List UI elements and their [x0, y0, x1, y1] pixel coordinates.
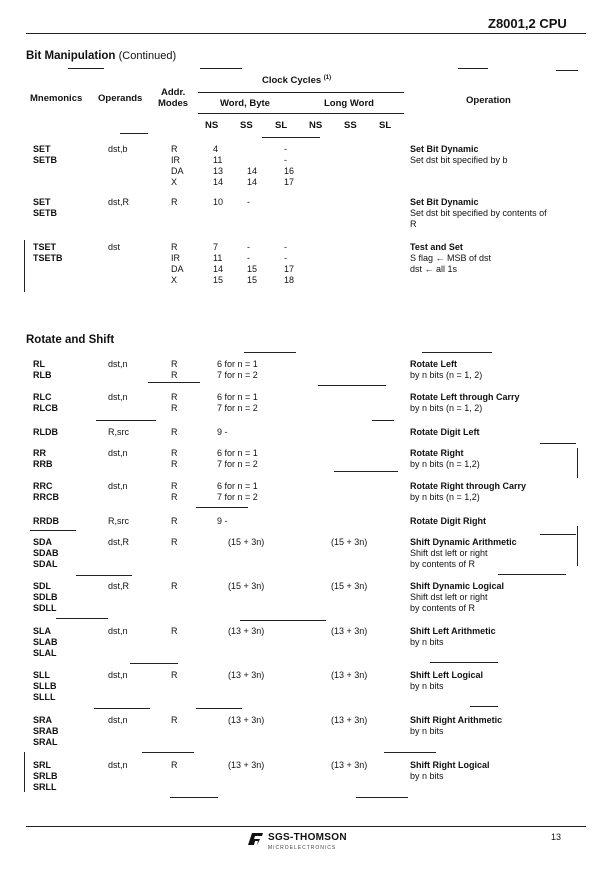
addr-mode: DA [171, 166, 184, 176]
rule [262, 137, 320, 138]
cycles-word-byte: 7 for n = 2 [217, 459, 258, 469]
cycles-word-byte: (13 + 3n) [228, 626, 265, 636]
cycles-sl: 17 [284, 264, 295, 274]
rule [384, 752, 436, 753]
mnemonic: SRAL [33, 737, 58, 747]
operation-desc: by contents of R [410, 559, 476, 569]
clock-cycles-header [262, 75, 331, 86]
cycles-sl: 16 [284, 166, 295, 176]
addr-mode: IR [171, 253, 180, 263]
mnemonic: SRLL [33, 782, 57, 792]
mnemonic: SRA [33, 715, 53, 725]
operation-desc: by n bits (n = 1,2) [410, 459, 480, 469]
rule [458, 68, 488, 69]
cycles-long-word: (13 + 3n) [331, 715, 368, 725]
rule [334, 471, 398, 472]
operands-header: Operands [98, 93, 143, 104]
addr-mode: DA [171, 264, 184, 274]
mnemonic: SETB [33, 155, 58, 165]
mnemonics-header: Mnemonics [30, 93, 83, 104]
word-byte-header: Word, Byte [220, 98, 270, 109]
cycles-word-byte: 9 - [217, 427, 228, 437]
cycles-word-byte: 7 for n = 2 [217, 403, 258, 413]
ss2-header: SS [344, 120, 357, 131]
cycles-ss: - [247, 197, 250, 207]
cycles-word-byte: 7 for n = 2 [217, 370, 258, 380]
addr-mode: R [171, 459, 178, 469]
rule [142, 752, 194, 753]
operands: dst,n [108, 481, 128, 491]
cycles-long-word: (13 + 3n) [331, 670, 368, 680]
cycles-sl: - [284, 253, 287, 263]
addr-mode: X [171, 275, 178, 285]
rule [120, 133, 148, 134]
cycles-ns: 10 [213, 197, 224, 207]
rule [94, 708, 150, 709]
operands: dst,n [108, 359, 128, 369]
cycles-ns: 14 [213, 264, 224, 274]
addr-mode: R [171, 448, 178, 458]
rule [170, 797, 218, 798]
addr-header-2: Modes [158, 98, 189, 109]
mnemonic: SLLL [33, 692, 56, 702]
cycles-word-byte: 9 - [217, 516, 228, 526]
rule [540, 534, 576, 535]
ns2-header: NS [309, 120, 323, 131]
margin-mark [577, 526, 578, 566]
rule [470, 706, 498, 707]
mnemonic: SLAL [33, 648, 57, 658]
addr-mode: R [171, 481, 178, 491]
cycles-word-byte: (13 + 3n) [228, 760, 265, 770]
page-number: 13 [551, 832, 562, 842]
cycles-long-word: (15 + 3n) [331, 537, 368, 547]
long-word-header: Long Word [324, 98, 374, 109]
clock-cycles-footnote: (1) [323, 75, 332, 81]
operands: R,src [108, 427, 129, 437]
operands: R,src [108, 516, 129, 526]
mnemonic: SDA [33, 537, 53, 547]
cycles-sl: - [284, 242, 287, 252]
operation-desc: by contents of R [410, 603, 476, 613]
cycles-ss: - [247, 242, 250, 252]
mnemonic: RR [33, 448, 46, 458]
addr-mode: R [171, 492, 178, 502]
cycles-ns: 14 [213, 177, 224, 187]
operation-desc: Shift dst left or right [410, 548, 488, 558]
operands: dst,n [108, 448, 128, 458]
cycles-long-word: (13 + 3n) [331, 626, 368, 636]
addr-mode: R [171, 670, 178, 680]
mnemonic: RRB [33, 459, 53, 469]
cycles-ss: 14 [247, 177, 258, 187]
operation-title: Shift Dynamic Arithmetic [410, 537, 517, 547]
cycles-ss: - [247, 253, 250, 263]
operation-desc: Shift dst left or right [410, 592, 488, 602]
footer-logo-text: SGS-THOMSON [268, 832, 347, 843]
clock-rule-2 [198, 113, 404, 114]
mnemonic: SLAB [33, 637, 58, 647]
rule [422, 352, 492, 353]
rule [96, 420, 156, 421]
cycles-word-byte: (15 + 3n) [228, 581, 265, 591]
st-logo-icon [246, 832, 264, 846]
rule [244, 352, 296, 353]
addr-mode: R [171, 370, 178, 380]
operation-title: Rotate Right [410, 448, 464, 458]
section-title-text: Bit Manipulation [26, 50, 116, 62]
footer-logo-subtext: MICROELECTRONICS [268, 845, 337, 851]
rule [130, 663, 178, 664]
footer-rule [26, 826, 586, 827]
cycles-word-byte: 6 for n = 1 [217, 359, 258, 369]
mnemonic: SDLB [33, 592, 58, 602]
ns-header: NS [205, 120, 219, 131]
cycles-ns: 4 [213, 144, 219, 154]
cycles-sl: 18 [284, 275, 295, 285]
mnemonic: SRL [33, 760, 51, 770]
clock-rule [198, 92, 404, 93]
cycles-word-byte: (15 + 3n) [228, 537, 265, 547]
cycles-ss: 14 [247, 166, 258, 176]
addr-mode: X [171, 177, 178, 187]
rule [196, 708, 242, 709]
margin-mark [577, 448, 578, 478]
operation-desc: by n bits (n = 1, 2) [410, 370, 483, 380]
rule [372, 420, 394, 421]
cycles-sl: - [284, 144, 287, 154]
rule [430, 662, 498, 663]
mnemonic: RL [33, 359, 45, 369]
cycles-ss: 15 [247, 275, 258, 285]
mnemonic: RLCB [33, 403, 58, 413]
operation-title: Set Bit Dynamic [410, 144, 479, 154]
rule [196, 507, 248, 508]
operation-title: Rotate Digit Left [410, 427, 480, 437]
mnemonic: RRC [33, 481, 53, 491]
cycles-ns: 15 [213, 275, 224, 285]
addr-mode: R [171, 715, 178, 725]
addr-mode: R [171, 516, 178, 526]
cycles-word-byte: 6 for n = 1 [217, 481, 258, 491]
rule [556, 70, 578, 71]
margin-mark [24, 752, 25, 792]
addr-mode: R [171, 392, 178, 402]
rule [240, 620, 326, 621]
operation-desc: by n bits [410, 771, 444, 781]
rule [200, 68, 242, 69]
addr-mode: R [171, 427, 178, 437]
operation-desc: Set dst bit specified by b [410, 155, 508, 165]
addr-mode: R [171, 242, 178, 252]
operation-title: Rotate Digit Right [410, 516, 486, 526]
operands: dst,R [108, 581, 130, 591]
cycles-word-byte: 6 for n = 1 [217, 448, 258, 458]
rule [56, 618, 108, 619]
cycles-ns: 13 [213, 166, 224, 176]
section-title-bit-manipulation [26, 50, 176, 62]
rule [30, 530, 76, 531]
page-header-title: Z8001,2 CPU [488, 16, 567, 31]
cycles-word-byte: 6 for n = 1 [217, 392, 258, 402]
operation-title: Set Bit Dynamic [410, 197, 479, 207]
clock-cycles-label: Clock Cycles [262, 75, 322, 87]
mnemonic: RRCB [33, 492, 59, 502]
operation-title: Shift Left Arithmetic [410, 626, 496, 636]
cycles-ns: 7 [213, 242, 219, 252]
operands: dst,R [108, 197, 130, 207]
mnemonic: SDL [33, 581, 51, 591]
addr-mode: IR [171, 155, 180, 165]
operands: dst [108, 242, 121, 252]
operation-header: Operation [466, 95, 511, 106]
operation-desc: by n bits [410, 681, 444, 691]
mnemonic: SDLL [33, 603, 57, 613]
mnemonic: SLLB [33, 681, 57, 691]
operation-desc: R [410, 219, 417, 229]
operation-title: Shift Dynamic Logical [410, 581, 505, 591]
operands: dst,b [108, 144, 128, 154]
operation-title: Shift Right Arithmetic [410, 715, 503, 725]
addr-mode: R [171, 197, 178, 207]
addr-mode: R [171, 626, 178, 636]
margin-mark [24, 240, 25, 292]
cycles-ns: 11 [213, 155, 223, 165]
cycles-word-byte: 7 for n = 2 [217, 492, 258, 502]
mnemonic: SDAL [33, 559, 58, 569]
cycles-long-word: (13 + 3n) [331, 760, 368, 770]
sl2-header: SL [379, 120, 392, 131]
rule [540, 443, 576, 444]
rule [498, 574, 566, 575]
rule [356, 797, 408, 798]
operation-title: Rotate Left through Carry [410, 392, 520, 402]
operation-desc: S flag ← MSB of dst [410, 253, 492, 263]
mnemonic: SLL [33, 670, 50, 680]
sl-header: SL [275, 120, 288, 131]
mnemonic: SDAB [33, 548, 59, 558]
mnemonic: SET [33, 197, 51, 207]
operands: dst,n [108, 392, 128, 402]
operation-title: Test and Set [410, 242, 463, 252]
mnemonic: RLB [33, 370, 52, 380]
operands: dst,n [108, 670, 128, 680]
addr-mode: R [171, 581, 178, 591]
rule [68, 68, 104, 69]
addr-mode: R [171, 537, 178, 547]
cycles-word-byte: (13 + 3n) [228, 715, 265, 725]
operation-title: Rotate Left [410, 359, 457, 369]
operands: dst,n [108, 626, 128, 636]
operands: dst,n [108, 760, 128, 770]
operation-title: Shift Left Logical [410, 670, 483, 680]
rule [76, 575, 132, 576]
section-title-rotate-shift: Rotate and Shift [26, 334, 115, 346]
cycles-long-word: (15 + 3n) [331, 581, 368, 591]
mnemonic: RLC [33, 392, 52, 402]
operation-title: Rotate Right through Carry [410, 481, 526, 491]
section-subtitle: (Continued) [118, 50, 177, 62]
cycles-ss: 15 [247, 264, 258, 274]
cycles-word-byte: (13 + 3n) [228, 670, 265, 680]
addr-mode: R [171, 359, 178, 369]
operation-desc: Set dst bit specified by contents of [410, 208, 547, 218]
cycles-ns: 11 [213, 253, 223, 263]
addr-mode: R [171, 144, 178, 154]
operation-desc: by n bits (n = 1,2) [410, 492, 480, 502]
mnemonic: TSET [33, 242, 57, 252]
mnemonic: SETB [33, 208, 58, 218]
addr-mode: R [171, 403, 178, 413]
operation-desc: by n bits (n = 1, 2) [410, 403, 483, 413]
header-rule [26, 33, 586, 34]
operation-desc: by n bits [410, 637, 444, 647]
rule [318, 385, 386, 386]
rule [148, 382, 200, 383]
operands: dst,R [108, 537, 130, 547]
operation-title: Shift Right Logical [410, 760, 490, 770]
mnemonic: SRLB [33, 771, 58, 781]
operation-desc: dst ← all 1s [410, 264, 458, 274]
cycles-sl: - [284, 155, 287, 165]
operation-desc: by n bits [410, 726, 444, 736]
addr-header-1: Addr. [161, 87, 186, 98]
operands: dst,n [108, 715, 128, 725]
mnemonic: SET [33, 144, 51, 154]
cycles-sl: 17 [284, 177, 295, 187]
mnemonic: TSETB [33, 253, 63, 263]
ss-header: SS [240, 120, 253, 131]
addr-mode: R [171, 760, 178, 770]
mnemonic: SLA [33, 626, 51, 636]
mnemonic: RLDB [33, 427, 58, 437]
mnemonic: SRAB [33, 726, 59, 736]
mnemonic: RRDB [33, 516, 59, 526]
